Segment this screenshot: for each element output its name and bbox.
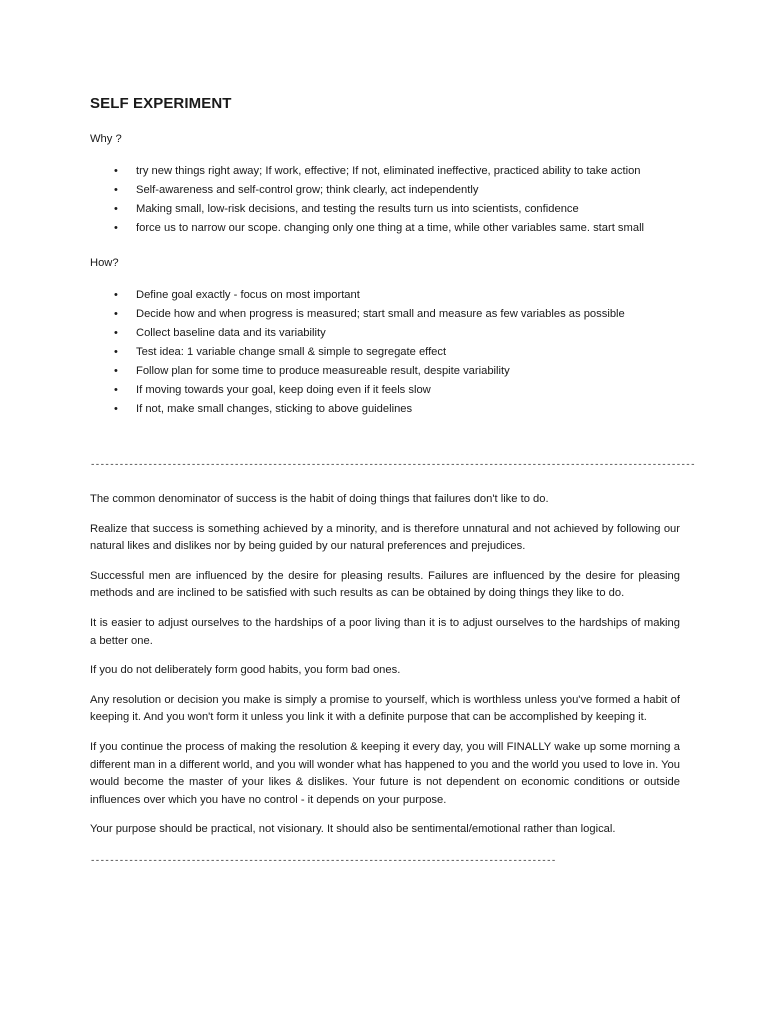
list-item (90, 219, 680, 238)
bullet-icon: • (114, 384, 118, 396)
list-item-text: If not, make small changes, sticking to above guidelines (136, 403, 413, 415)
how-list (90, 286, 680, 419)
bullet-icon: • (114, 365, 118, 377)
list-item (90, 400, 680, 419)
list-item (90, 162, 680, 181)
list-item (90, 200, 680, 219)
list-item (90, 343, 680, 362)
document-page (90, 94, 695, 867)
list-item (90, 286, 680, 305)
paragraph: Successful men are influenced by the desire for pleasing results. Failures are influenced by the desire for pleasing methods and are inclined to be satisfied with such results as can be obtained by doing things they like to do. (90, 569, 680, 600)
why-label: Why ? (90, 133, 122, 145)
bullet-icon: • (114, 203, 118, 215)
list-item-text: If moving towards your goal, keep doing even if it feels slow (136, 384, 431, 396)
list-item-text: Define goal exactly - focus on most important (136, 289, 360, 301)
list-item-text: Self-awareness and self-control grow; think clearly, act independently (136, 184, 479, 196)
paragraph: If you do not deliberately form good habits, you form bad ones. (90, 664, 401, 677)
list-item (90, 362, 680, 381)
paragraph: If you continue the process of making the resolution & keeping it every day, you will FINALLY wake up some morning a different man in a different world, and you will wonder what has happened to you and the world you used to love in. You would become the master of your likes & dislikes. Your future is not dependent on economic conditions or outside influences over which you have no control - it depends on your purpose. (90, 740, 680, 806)
paragraph: Any resolution or decision you make is simply a promise to yourself, which is worthless unless you've formed a habit of keeping it. And you won't form it unless you link it with a definite purpose that can be accomplished by keeping it. (90, 693, 680, 724)
list-item-text: Decide how and when progress is measured; start small and measure as few variables as possible (136, 308, 625, 320)
list-item (90, 381, 680, 400)
bullet-icon: • (114, 165, 118, 177)
section-divider: ------------------------------------------------------------------------------------------------- (90, 855, 556, 866)
list-item (90, 324, 680, 343)
bullet-icon: • (114, 403, 118, 415)
list-item-text: force us to narrow our scope. changing only one thing at a time, while other variables same. start small (136, 222, 645, 234)
paragraph: The common denominator of success is the habit of doing things that failures don't like to do. (90, 493, 549, 505)
why-list (90, 162, 680, 238)
list-item-text: Follow plan for some time to produce measureable result, despite variability (136, 365, 510, 377)
how-label: How? (90, 257, 119, 269)
list-item-text: Collect baseline data and its variability (136, 327, 326, 339)
bullet-icon: • (114, 222, 118, 234)
bullet-icon: • (114, 289, 118, 301)
paragraph: It is easier to adjust ourselves to the hardships of a poor living than it is to adjust ourselves to the hardships of making a better one. (90, 616, 680, 647)
document-title: SELF EXPERIMENT (90, 95, 232, 112)
list-item (90, 181, 680, 200)
bullet-icon: • (114, 327, 118, 339)
list-item-text: Making small, low-risk decisions, and testing the results turn us into scientists, confidence (136, 203, 579, 215)
section-divider: ------------------------------------------------------------------------------------------------------------------------------ (90, 460, 695, 470)
paragraph: Your purpose should be practical, not visionary. It should also be sentimental/emotional rather than logical. (90, 823, 616, 836)
paragraph: Realize that success is something achieved by a minority, and is therefore unnatural and not achieved by following our natural likes and dislikes nor by being guided by our natural preferences and prejudices. (90, 522, 680, 553)
list-item-text: Test idea: 1 variable change small & simple to segregate effect (136, 346, 447, 358)
bullet-icon: • (114, 346, 118, 358)
bullet-icon: • (114, 184, 118, 196)
bullet-icon: • (114, 308, 118, 320)
list-item-text: try new things right away; If work, effective; If not, eliminated ineffective, practiced ability to take action (136, 165, 641, 177)
list-item (90, 305, 680, 324)
